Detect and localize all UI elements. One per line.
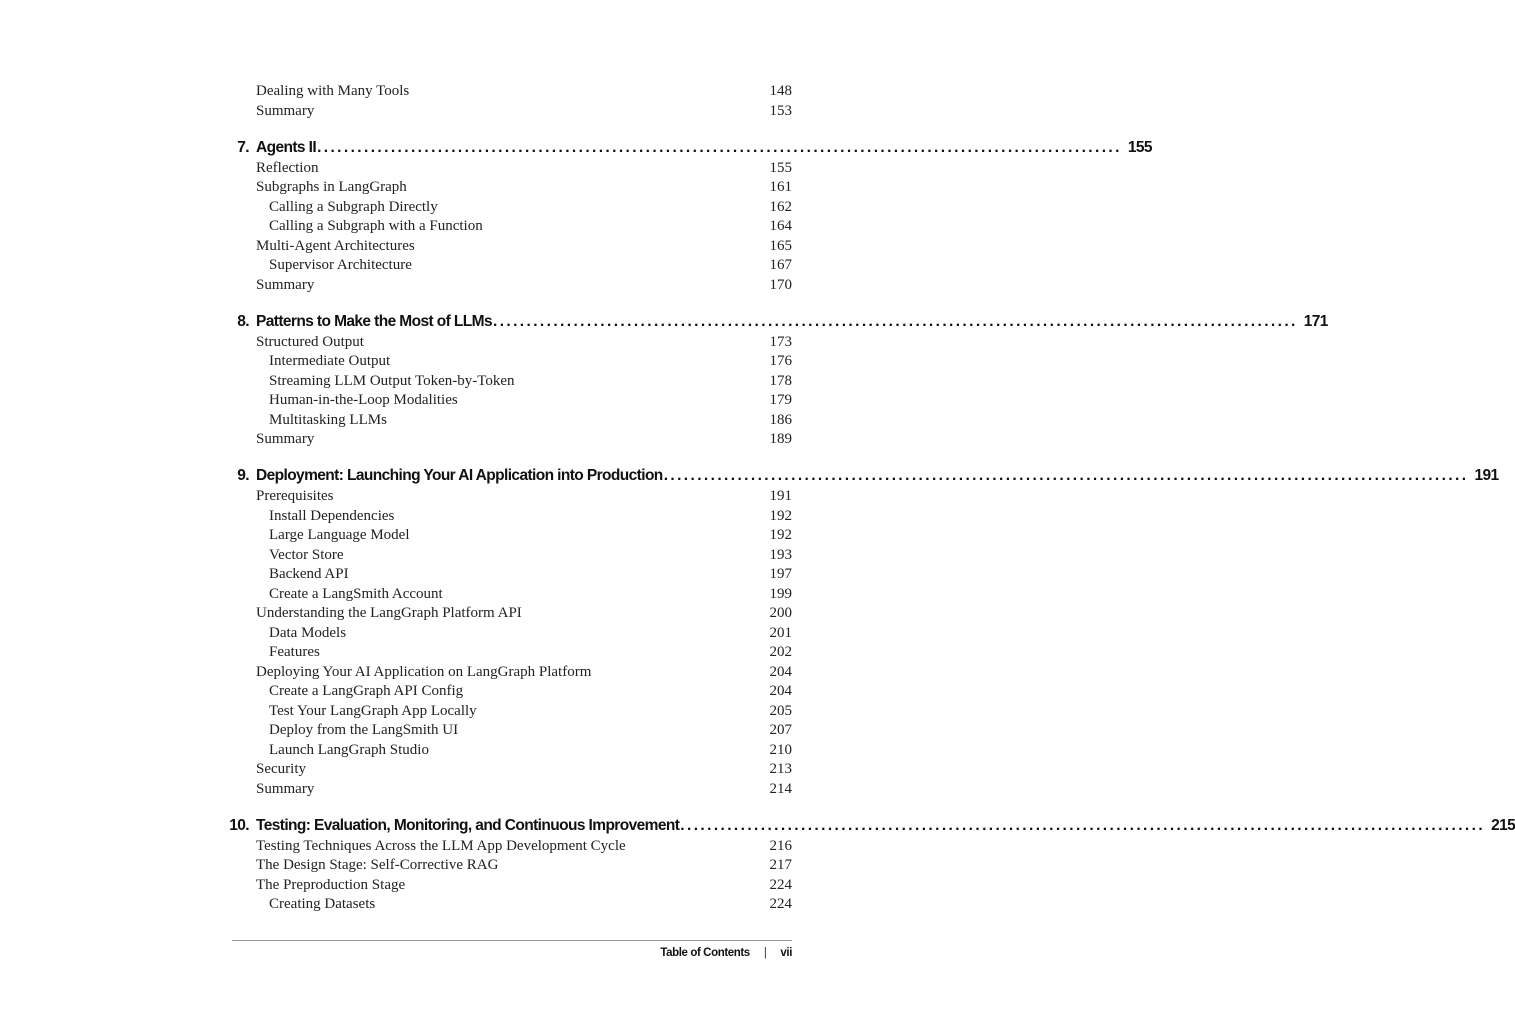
toc-subsection-entry [269, 217, 792, 237]
entry-page-number: 210 [769, 741, 792, 758]
entry-page-number: 179 [769, 392, 792, 408]
toc-section-entry [256, 856, 792, 876]
entry-title: Understanding the LangGraph Platform API [256, 605, 522, 621]
toc-section-entry [256, 430, 792, 450]
entry-page-number: 170 [769, 276, 792, 293]
entry-page-number: 204 [769, 663, 792, 680]
entry-page-number: 197 [769, 566, 792, 582]
toc-section-entry [256, 82, 792, 102]
toc-subsection-entry [269, 372, 792, 392]
toc-section-entry [256, 237, 792, 257]
chapter-number: 8. [237, 312, 249, 330]
footer-separator: | [763, 947, 767, 959]
toc-chapter-entry [224, 465, 1499, 487]
chapter-page-number: 191 [1474, 467, 1499, 484]
toc-section-entry [256, 663, 792, 683]
entry-page-number: 161 [769, 179, 792, 195]
footer-page-number: vii [780, 947, 792, 959]
chapter-page-number: 215 [1491, 816, 1515, 834]
entry-page-number: 173 [769, 333, 792, 350]
toc-section-entry [256, 276, 792, 296]
entry-page-number: 186 [769, 411, 792, 428]
toc-subsection-entry [269, 643, 792, 663]
entry-title: Launch LangGraph Studio [269, 741, 429, 758]
entry-title: Dealing with Many Tools [256, 83, 410, 99]
entry-title: Multitasking LLMs [269, 411, 387, 428]
entry-page-number: 189 [769, 431, 792, 447]
entry-page-number: 205 [769, 702, 792, 719]
toc-subsection-entry [269, 565, 792, 585]
toc-subsection-entry [269, 721, 792, 741]
toc-section-entry [256, 837, 792, 857]
entry-title: Deploying Your AI Application on LangGraph Platform [256, 663, 592, 680]
toc-subsection-entry [269, 526, 792, 546]
toc-chapter-entry [224, 137, 1152, 159]
entry-page-number: 201 [769, 624, 792, 641]
page-footer [660, 944, 792, 962]
entry-title: Human-in-the-Loop Modalities [269, 392, 458, 408]
toc-section-entry [256, 487, 792, 507]
toc-subsection-entry [269, 411, 792, 431]
toc-section-entry [256, 604, 792, 624]
toc-subsection-entry [269, 546, 792, 566]
entry-title: Vector Store [269, 546, 344, 563]
dot-leader: ........................................................................................................................ [663, 467, 1469, 484]
entry-page-number: 217 [769, 857, 792, 873]
chapter-number: 10. [229, 816, 249, 834]
entry-title: Subgraphs in LangGraph [256, 179, 407, 195]
dot-leader: ........................................................................................................................ [680, 816, 1486, 834]
entry-page-number: 213 [769, 761, 792, 777]
entry-title: Streaming LLM Output Token-by-Token [269, 372, 515, 389]
dot-leader: ........................................................................................................................ [492, 312, 1298, 330]
entry-page-number: 148 [769, 83, 792, 99]
footer-rule [232, 940, 792, 941]
entry-title: Features [269, 644, 320, 660]
entry-title: Creating Datasets [269, 896, 376, 912]
entry-page-number: 162 [769, 198, 792, 215]
toc-subsection-entry [269, 895, 792, 915]
entry-page-number: 164 [769, 218, 792, 234]
toc-subsection-entry [269, 624, 792, 644]
toc-subsection-entry [269, 741, 792, 761]
entry-title: Prerequisites [256, 488, 334, 504]
entry-page-number: 202 [769, 644, 792, 660]
dot-leader: ........................................................................................................................ [317, 138, 1122, 156]
chapter-number: 9. [237, 467, 249, 484]
entry-title: Backend API [269, 566, 349, 582]
toc-subsection-entry [269, 585, 792, 605]
entry-title: Test Your LangGraph App Locally [269, 702, 477, 719]
toc-subsection-entry [269, 682, 792, 702]
entry-title: Summary [256, 102, 315, 119]
chapter-page-number: 171 [1303, 312, 1328, 330]
entry-page-number: 192 [769, 507, 792, 524]
entry-page-number: 224 [769, 896, 792, 912]
entry-page-number: 153 [769, 102, 792, 119]
entry-page-number: 193 [769, 546, 792, 563]
toc-subsection-entry [269, 702, 792, 722]
toc-section-entry [256, 876, 792, 896]
entry-title: Security [256, 761, 306, 777]
footer-label: Table of Contents [660, 947, 750, 959]
toc-subsection-entry [269, 507, 792, 527]
entry-title: Testing Techniques Across the LLM App Development Cycle [256, 837, 626, 854]
entry-title: Data Models [269, 624, 347, 641]
entry-page-number: 178 [769, 372, 792, 389]
entry-title: Calling a Subgraph Directly [269, 198, 438, 215]
entry-page-number: 191 [769, 488, 792, 504]
entry-title: Calling a Subgraph with a Function [269, 218, 483, 234]
toc-subsection-entry [269, 352, 792, 372]
entry-title: Summary [256, 276, 315, 293]
chapter-number: 7. [237, 138, 249, 156]
entry-title: Supervisor Architecture [269, 257, 412, 273]
entry-page-number: 214 [769, 780, 792, 797]
entry-page-number: 165 [769, 237, 792, 254]
entry-title: Create a LangSmith Account [269, 585, 443, 602]
toc-chapter-entry [224, 311, 1328, 333]
entry-page-number: 192 [769, 527, 792, 543]
chapter-title: Agents II [256, 138, 317, 156]
entry-title: The Preproduction Stage [256, 876, 406, 893]
entry-page-number: 155 [769, 159, 792, 176]
toc-section-entry [256, 780, 792, 800]
toc-section-entry [256, 333, 792, 353]
entry-page-number: 224 [769, 876, 792, 893]
entry-page-number: 216 [769, 837, 792, 854]
entry-title: Reflection [256, 159, 319, 176]
toc-section-entry [256, 102, 792, 122]
entry-page-number: 167 [769, 257, 792, 273]
toc-section-entry [256, 760, 792, 780]
entry-title: Summary [256, 431, 315, 447]
entry-title: Summary [256, 780, 315, 797]
entry-title: Multi-Agent Architectures [256, 237, 415, 254]
chapter-title: Patterns to Make the Most of LLMs [256, 312, 492, 330]
chapter-page-number: 155 [1127, 138, 1152, 156]
entry-page-number: 199 [769, 585, 792, 602]
chapter-title: Testing: Evaluation, Monitoring, and Continuous Improvement [256, 816, 680, 834]
toc-section-entry [256, 159, 792, 179]
chapter-title: Deployment: Launching Your AI Application into Production [256, 467, 663, 484]
entry-title: Deploy from the LangSmith UI [269, 722, 459, 738]
entry-page-number: 204 [769, 683, 792, 699]
toc-subsection-entry [269, 198, 792, 218]
toc-chapter-entry [224, 815, 1515, 837]
entry-title: Structured Output [256, 333, 364, 350]
toc-section-entry [256, 178, 792, 198]
entry-title: Large Language Model [269, 527, 410, 543]
entry-title: Install Dependencies [269, 507, 395, 524]
entry-title: The Design Stage: Self-Corrective RAG [256, 857, 499, 873]
entry-page-number: 200 [769, 605, 792, 621]
toc-subsection-entry [269, 256, 792, 276]
entry-page-number: 207 [769, 722, 792, 738]
toc-subsection-entry [269, 391, 792, 411]
entry-title: Intermediate Output [269, 353, 391, 369]
entry-title: Create a LangGraph API Config [269, 683, 464, 699]
entry-page-number: 176 [769, 353, 792, 369]
